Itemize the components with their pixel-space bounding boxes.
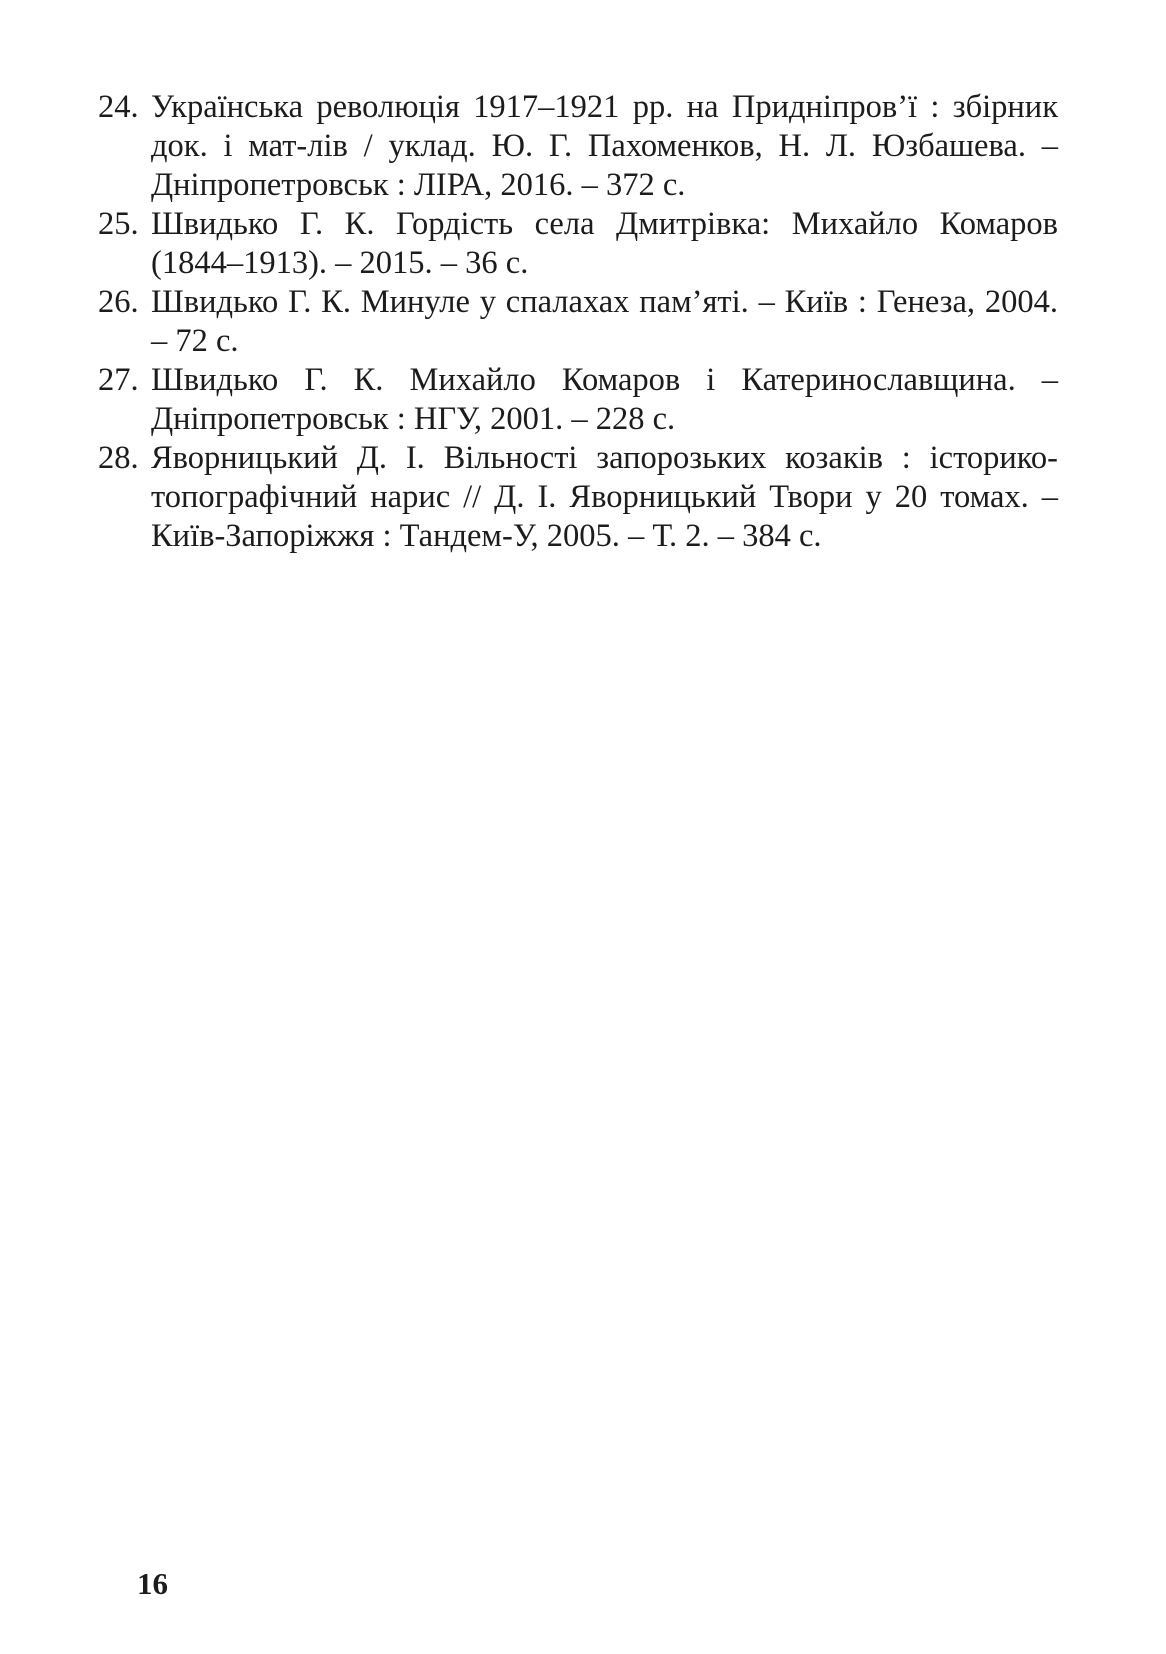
entry-number: 27.	[98, 362, 139, 398]
entry-text: Яворницький Д. І. Вільності запорозьких козаків : історико-топографічний нарис // Д. І. Яворницький Твори у 20 томах. – Київ-Запоріжжя : Тандем-У, 2005. – Т. 2. – 384 с.	[151, 440, 1058, 554]
entry-text: Українська революція 1917–1921 рр. на Придніпров’ї : збірник док. і мат-лів / уклад. Ю. Г. Пахоменков, Н. Л. Юзбашева. – Дніпропетровськ : ЛІРА, 2016. – 372 с.	[151, 89, 1058, 203]
page-number: 16	[137, 1566, 168, 1601]
bibliography-entry-25	[98, 205, 1058, 283]
bibliography-entry-27	[98, 361, 1058, 439]
bibliography-list	[98, 88, 1058, 556]
bibliography-entry-28	[98, 439, 1058, 556]
bibliography-entry-24	[98, 88, 1058, 205]
entry-number: 28.	[98, 440, 139, 476]
entry-text: Швидько Г. К. Минуле у спалахах пам’яті. – Київ : Генеза, 2004. – 72 с.	[151, 284, 1058, 359]
entry-text: Швидько Г. К. Гордість села Дмитрівка: Михайло Комаров (1844–1913). – 2015. – 36 с.	[151, 206, 1058, 281]
entry-text: Швидько Г. К. Михайло Комаров і Катеринославщина. – Дніпропетровськ : НГУ, 2001. – 228 с.	[151, 362, 1058, 437]
bibliography-entry-26	[98, 283, 1058, 361]
entry-number: 25.	[98, 206, 139, 242]
entry-number: 24.	[98, 89, 139, 125]
entry-number: 26.	[98, 284, 139, 320]
